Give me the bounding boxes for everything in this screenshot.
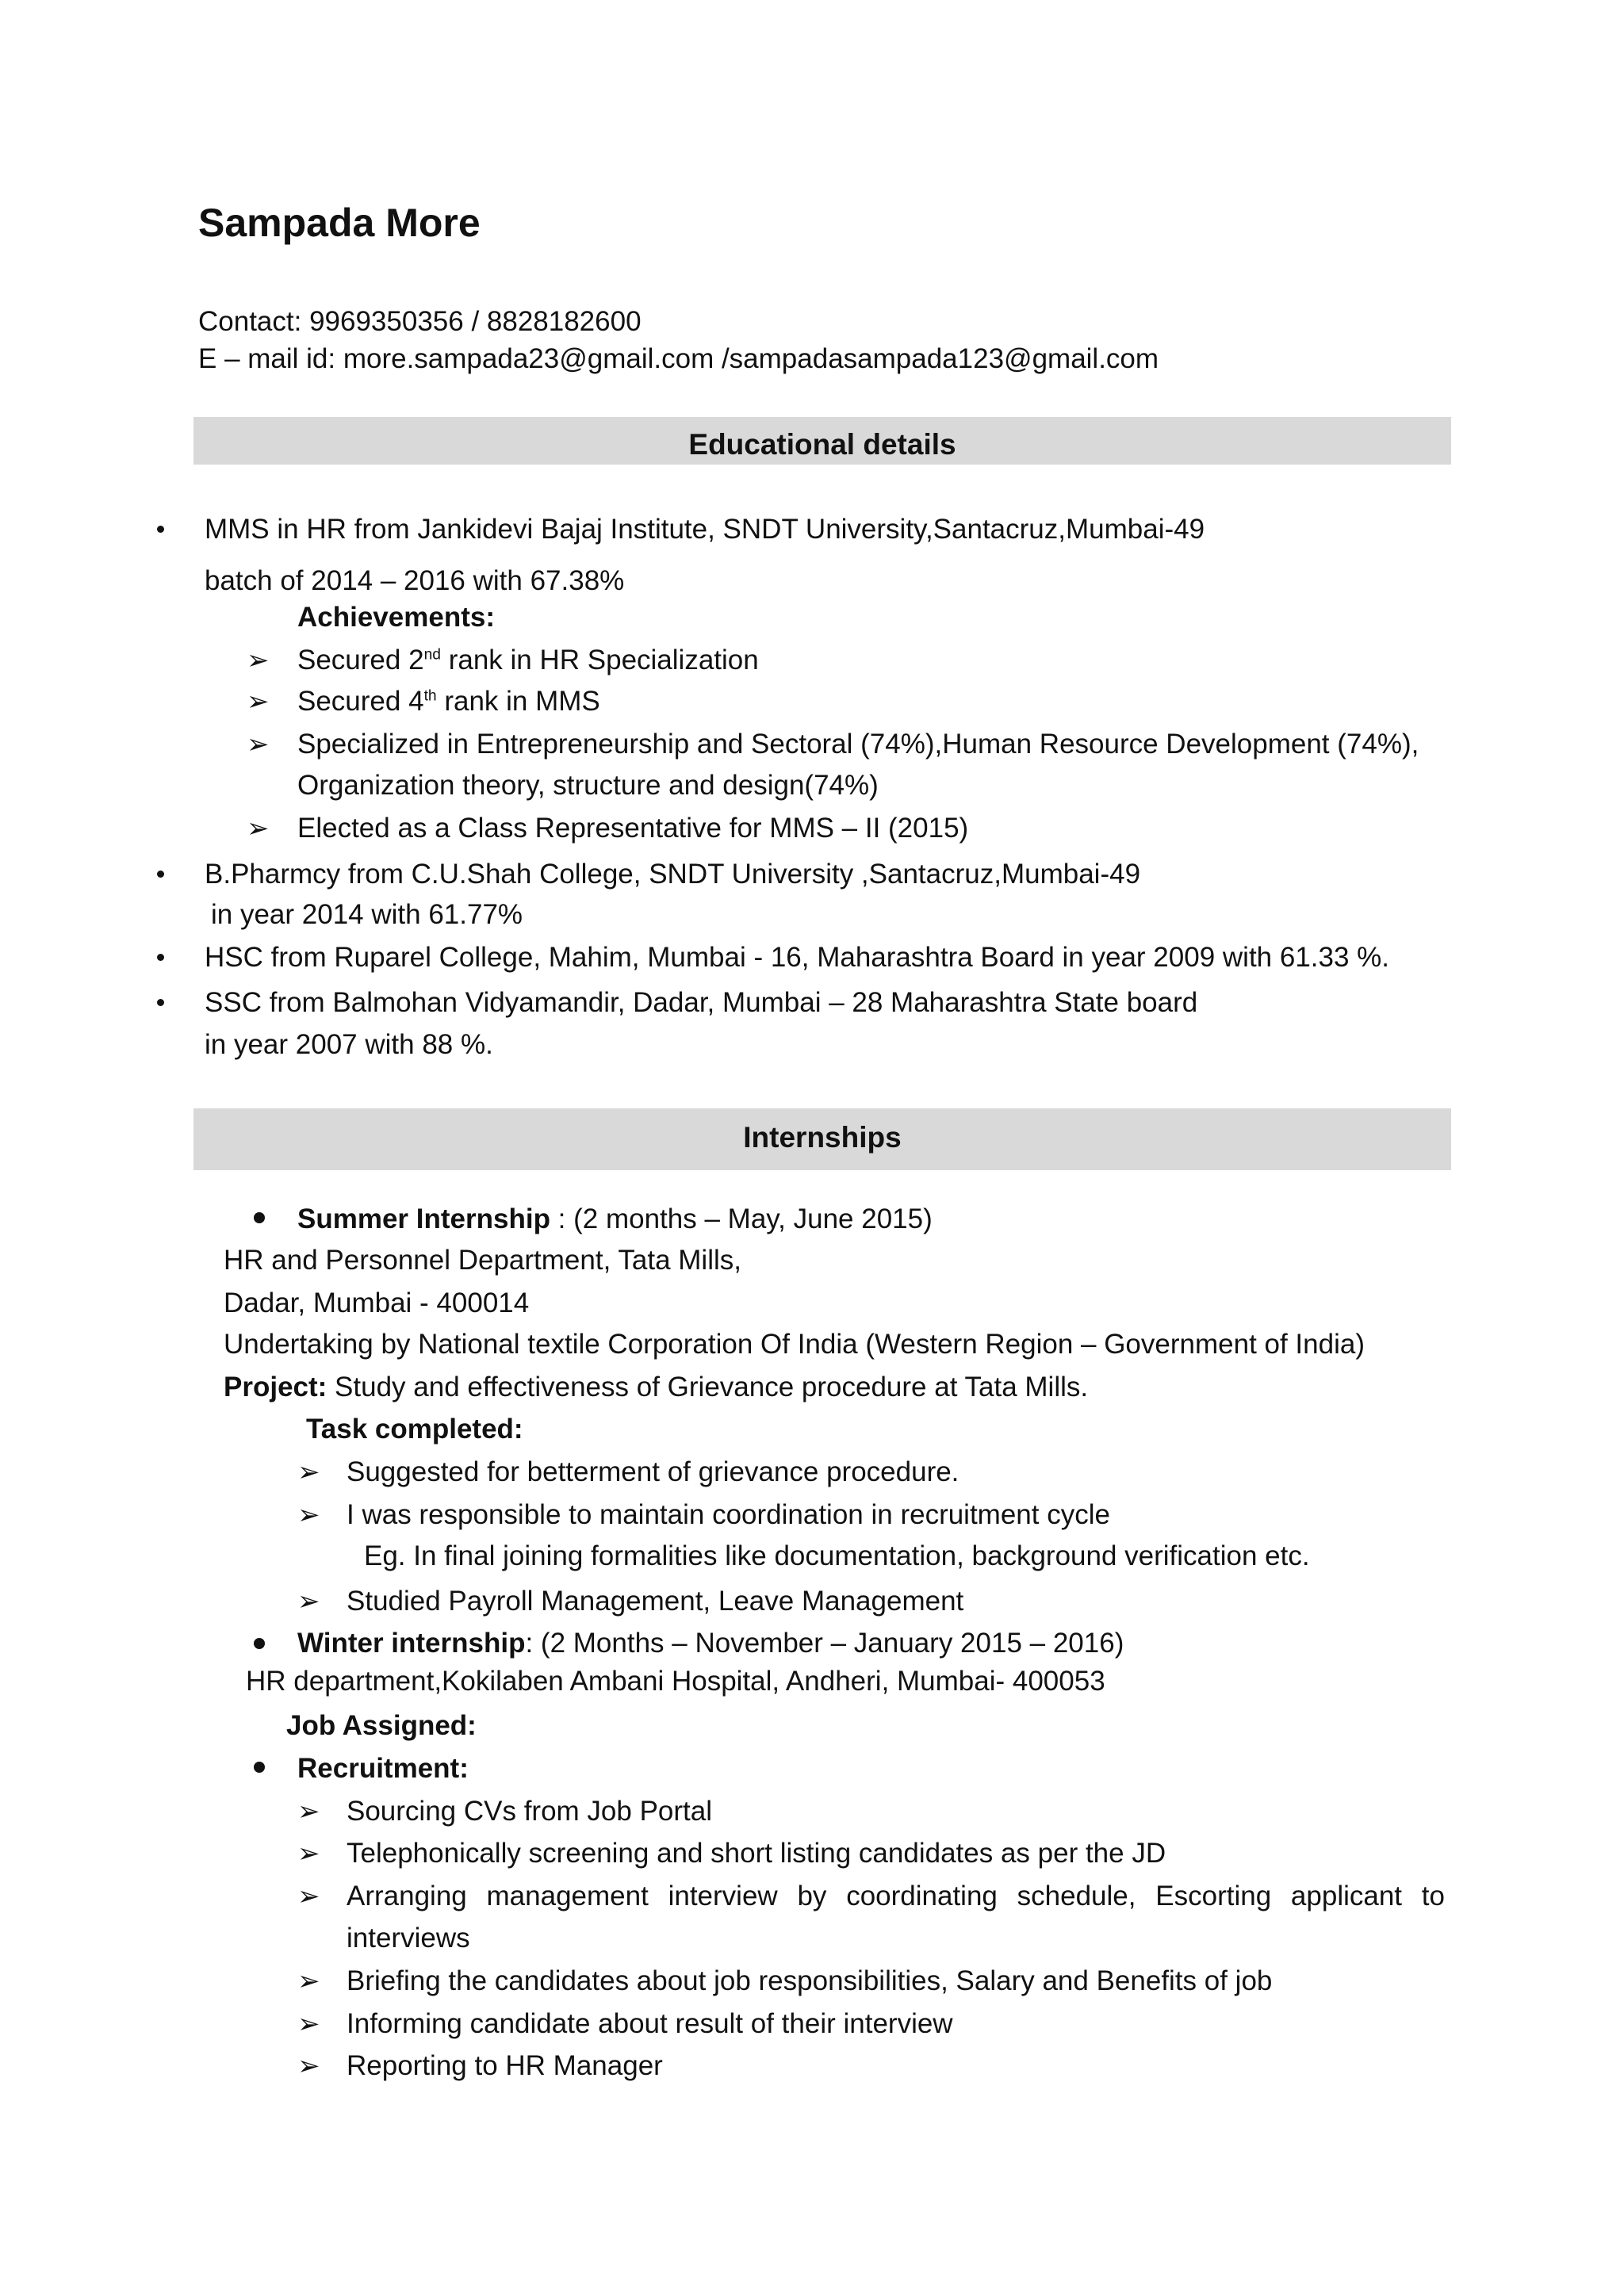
task-coordination-example: Eg. In final joining formalities like documentation, background verification etc. — [364, 1540, 1310, 1571]
education-section-header — [193, 417, 1451, 465]
arrow-bullet-icon: ➢ — [297, 1797, 320, 1827]
arrow-bullet-icon: ➢ — [297, 1457, 320, 1487]
recruitment-label: Recruitment: — [297, 1753, 469, 1784]
arrow-bullet-icon: ➢ — [247, 813, 270, 844]
task-coordination: I was responsible to maintain coordination in recruitment cycle — [347, 1499, 1110, 1530]
internships-section-title: Internships — [743, 1121, 902, 1154]
bullet-icon — [254, 1638, 265, 1649]
achievement-rank-mms: Secured 4th rank in MMS — [297, 686, 600, 717]
arrow-bullet-icon: ➢ — [297, 2051, 320, 2081]
project-line: Project: Study and effectiveness of Grievance procedure at Tata Mills. — [224, 1372, 1089, 1402]
rec-arranging-2: interviews — [347, 1923, 470, 1954]
summer-undertaking: Undertaking by National textile Corporation Of India (Western Region – Government of India) — [224, 1329, 1365, 1360]
summer-internship-line: Summer Internship : (2 months – May, June 2015) — [297, 1203, 933, 1234]
task-completed-label: Task completed: — [306, 1414, 523, 1445]
rec-screening: Telephonically screening and short listing candidates as per the JD — [347, 1838, 1166, 1869]
hsc-line: HSC from Ruparel College, Mahim, Mumbai - 16, Maharashtra Board in year 2009 with 61.33 %. — [205, 942, 1390, 973]
contact-line: Contact: 9969350356 / 8828182600 — [198, 306, 642, 337]
arrow-bullet-icon: ➢ — [297, 1839, 320, 1869]
winter-internship-line: Winter internship: (2 Months – November – January 2015 – 2016) — [297, 1628, 1124, 1659]
rec-reporting: Reporting to HR Manager — [347, 2050, 663, 2081]
achievements-label: Achievements: — [297, 602, 495, 633]
arrow-bullet-icon: ➢ — [297, 1500, 320, 1530]
achievement-class-rep: Elected as a Class Representative for MMS – II (2015) — [297, 813, 969, 844]
email-line: E – mail id: more.sampada23@gmail.com /sampadasampada123@gmail.com — [198, 343, 1159, 374]
bullet-icon — [157, 871, 164, 878]
ssc-line-1: SSC from Balmohan Vidyamandir, Dadar, Mumbai – 28 Maharashtra State board — [205, 987, 1198, 1018]
arrow-bullet-icon: ➢ — [247, 687, 270, 717]
rec-briefing: Briefing the candidates about job responsibilities, Salary and Benefits of job — [347, 1965, 1273, 1996]
bullet-icon — [254, 1212, 265, 1223]
achievement-specialization-1: Specialized in Entrepreneurship and Sectoral (74%),Human Resource Development (74%), — [297, 729, 1419, 760]
bullet-icon — [157, 954, 164, 961]
bpharm-line-2: in year 2014 with 61.77% — [211, 899, 523, 930]
arrow-bullet-icon: ➢ — [297, 2009, 320, 2039]
achievement-specialization-2: Organization theory, structure and design(74%) — [297, 770, 879, 801]
task-grievance: Suggested for betterment of grievance procedure. — [347, 1456, 959, 1487]
candidate-name: Sampada More — [198, 201, 481, 245]
arrow-bullet-icon: ➢ — [247, 729, 270, 760]
achievement-rank-hr: Secured 2nd rank in HR Specialization — [297, 645, 759, 675]
winter-department: HR department,Kokilaben Ambani Hospital, Andheri, Mumbai- 400053 — [246, 1666, 1105, 1697]
rec-sourcing: Sourcing CVs from Job Portal — [347, 1796, 713, 1827]
summer-department: HR and Personnel Department, Tata Mills, — [224, 1245, 741, 1276]
arrow-bullet-icon: ➢ — [247, 645, 270, 675]
arrow-bullet-icon: ➢ — [297, 1966, 320, 1996]
job-assigned-label: Job Assigned: — [286, 1710, 477, 1741]
bullet-icon — [157, 999, 164, 1006]
bpharm-line-1: B.Pharmcy from C.U.Shah College, SNDT University ,Santacruz,Mumbai-49 — [205, 859, 1141, 890]
rec-arranging-1: Arranging management interview by coordinating schedule, Escorting applicant to — [347, 1881, 1445, 1911]
internships-section-header — [193, 1108, 1451, 1170]
arrow-bullet-icon: ➢ — [297, 1586, 320, 1617]
education-section-title: Educational details — [688, 428, 956, 461]
ssc-line-2: in year 2007 with 88 %. — [205, 1029, 493, 1060]
arrow-bullet-icon: ➢ — [297, 1881, 320, 1911]
mms-line-1: MMS in HR from Jankidevi Bajaj Institute, SNDT University,Santacruz,Mumbai-49 — [205, 514, 1205, 545]
rec-informing: Informing candidate about result of their interview — [347, 2008, 953, 2039]
bullet-icon — [254, 1762, 265, 1773]
task-payroll: Studied Payroll Management, Leave Management — [347, 1586, 964, 1617]
mms-line-2: batch of 2014 – 2016 with 67.38% — [205, 565, 625, 596]
bullet-icon — [157, 526, 164, 533]
summer-address: Dadar, Mumbai - 400014 — [224, 1288, 530, 1318]
